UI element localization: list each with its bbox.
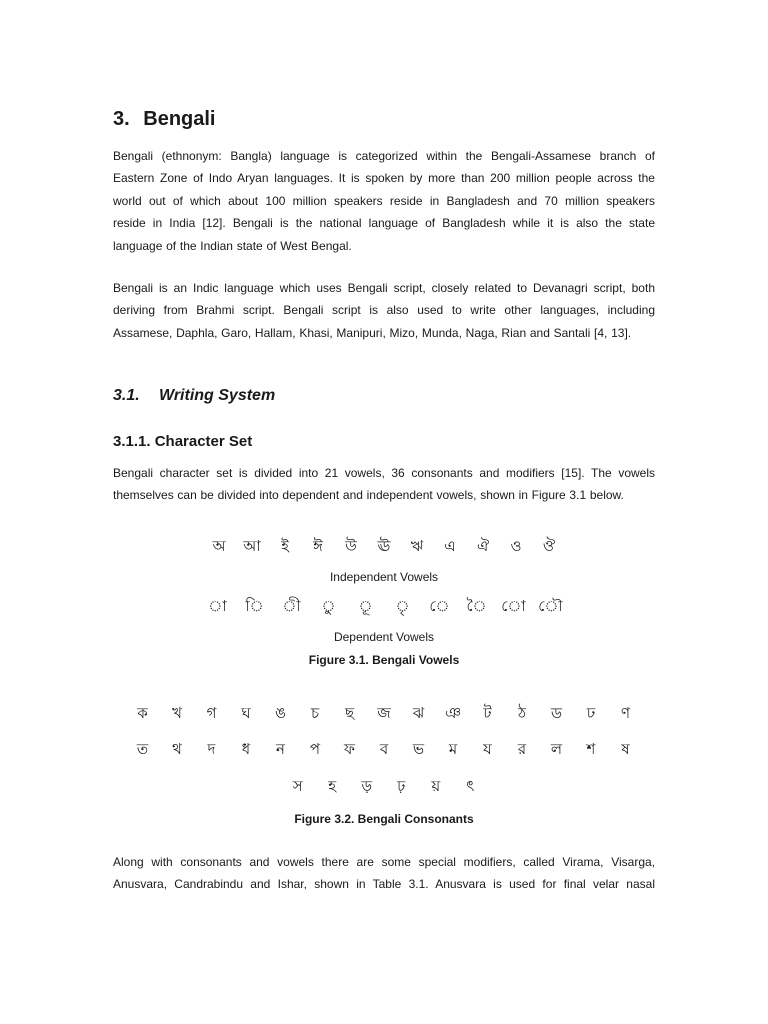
text-line: Assamese, Daphla, Garo, Hallam, Khasi, Manipuri, Mizo, Munda, Naga, Rian and Santali [4, 13]. <box>113 325 632 340</box>
text-line: Along with consonants and vowels there are some special modifiers, called Virama, Visarga, <box>113 855 655 869</box>
text-line: Anusvara, Candrabindu and Ishar, shown in Table 3.1. Anusvara is used for final velar nasal <box>113 877 655 892</box>
closing-paragraph <box>113 851 655 896</box>
vowel-glyph: ঔ <box>542 537 556 555</box>
consonants-row-2 <box>0 738 768 760</box>
vowel-sign-glyph: ী <box>282 597 301 615</box>
vowel-glyph: উ <box>345 537 357 555</box>
consonant-glyph: হ <box>328 777 337 795</box>
consonant-glyph: ঙ <box>274 704 286 722</box>
consonants-row-3 <box>0 775 768 797</box>
consonant-glyph: ত <box>136 740 149 758</box>
consonant-glyph: ঠ <box>517 704 527 722</box>
consonants-row-1 <box>0 702 768 724</box>
intro-paragraph-2 <box>113 277 655 344</box>
text-line: Bengali is an Indic language which uses Bengali script, closely related to Devanagri script, both <box>113 281 655 295</box>
independent-vowels-label: Independent Vowels <box>329 570 439 584</box>
consonant-glyph: গ <box>206 704 217 722</box>
text-line: deriving from Brahmi script. Bengali script is also used to write other languages, including <box>113 303 655 318</box>
consonant-glyph: ঞ <box>445 704 461 722</box>
consonant-glyph: ভ <box>412 740 425 758</box>
consonant-glyph: প <box>309 740 321 758</box>
vowel-sign-glyph: ৃ <box>395 597 410 615</box>
intro-paragraph-1 <box>113 145 655 257</box>
vowel-glyph: ঊ <box>377 537 391 555</box>
vowel-sign-glyph: ু <box>321 597 336 615</box>
vowel-sign-glyph: ূ <box>358 597 373 615</box>
vowel-glyph: ঈ <box>313 537 323 555</box>
vowel-sign-glyph: ৈ <box>466 597 487 615</box>
consonant-glyph: ফ <box>344 740 355 758</box>
text-line: Bengali (ethnonym: Bangla) language is categorized within the Bengali-Assamese branch of <box>113 149 655 163</box>
consonant-glyph: ছ <box>344 704 355 722</box>
consonant-glyph: ষ <box>621 740 630 758</box>
vowel-glyph: ঋ <box>410 537 424 555</box>
consonant-glyph: ক <box>137 704 148 722</box>
section-number: 3. <box>113 108 130 130</box>
consonant-glyph: ম <box>448 740 458 758</box>
consonant-glyph: ণ <box>620 704 631 722</box>
subsection-number: 3.1. <box>113 387 140 404</box>
vowel-sign-glyph: ৌ <box>538 597 563 615</box>
consonant-glyph: চ <box>310 704 320 722</box>
consonant-glyph: ধ <box>241 740 251 758</box>
consonant-glyph: য় <box>431 777 441 795</box>
consonant-glyph: য <box>483 740 492 758</box>
dependent-vowels-row <box>0 595 768 617</box>
consonant-glyph: ঢ় <box>397 777 406 795</box>
text-line: themselves can be divided into dependent and independent vowels, shown in Figure 3.1 below. <box>113 488 624 503</box>
text-line: reside in India [12]. Bengali is the national language of Bangladesh while it is also the state <box>113 216 655 231</box>
vowel-glyph: ও <box>510 537 522 555</box>
vowel-glyph: ই <box>281 537 289 555</box>
vowel-glyph: ঐ <box>476 537 490 555</box>
consonant-glyph: থ <box>172 740 182 758</box>
subsection-heading <box>113 385 275 407</box>
text-line: Eastern Zone of Indo Aryan languages. It is spoken by more than 200 million people across the <box>113 171 655 186</box>
consonant-glyph: ট <box>483 704 492 722</box>
subsection-title: Writing System <box>159 387 276 404</box>
consonant-glyph: ঘ <box>241 704 251 722</box>
text-line: language of the Indian state of West Bengal. <box>113 238 352 253</box>
consonant-glyph: ব <box>379 740 389 758</box>
dependent-vowels-label: Dependent Vowels <box>333 630 435 644</box>
figure-3-1-caption: Figure 3.1. Bengali Vowels <box>308 653 460 667</box>
vowel-glyph: এ <box>444 537 456 555</box>
vowel-sign-glyph: া <box>208 597 227 615</box>
vowel-sign-glyph: ি <box>245 597 264 615</box>
consonant-glyph: ড <box>550 704 563 722</box>
vowel-glyph: আ <box>243 537 261 555</box>
consonant-glyph: ঝ <box>412 704 425 722</box>
consonant-glyph: শ <box>586 740 596 758</box>
consonant-glyph: দ <box>207 740 216 758</box>
independent-vowels-row <box>0 535 768 557</box>
consonant-glyph: স <box>292 777 303 795</box>
vowel-glyph: অ <box>212 537 226 555</box>
consonant-glyph: খ <box>172 704 182 722</box>
section-heading <box>113 106 216 132</box>
consonant-glyph: র <box>517 740 527 758</box>
consonant-glyph: ৎ <box>466 777 475 795</box>
subsubsection-heading: 3.1.1. Character Set <box>113 433 253 450</box>
consonant-glyph: ল <box>550 740 563 758</box>
consonant-glyph: ঢ <box>586 704 596 722</box>
vowel-sign-glyph: ে <box>429 597 450 615</box>
section-title: Bengali <box>143 108 216 130</box>
consonant-glyph: ন <box>276 740 285 758</box>
text-line: Bengali character set is divided into 21 vowels, 36 consonants and modifiers [15]. The vowels <box>113 466 655 480</box>
consonant-glyph: জ <box>377 704 391 722</box>
charset-paragraph <box>113 462 655 507</box>
consonant-glyph: ড় <box>361 777 373 795</box>
vowel-sign-glyph: ো <box>501 597 526 615</box>
text-line: world out of which about 100 million speakers reside in Bangladesh and 70 million speakers <box>113 193 655 208</box>
figure-3-2-caption: Figure 3.2. Bengali Consonants <box>294 812 474 826</box>
